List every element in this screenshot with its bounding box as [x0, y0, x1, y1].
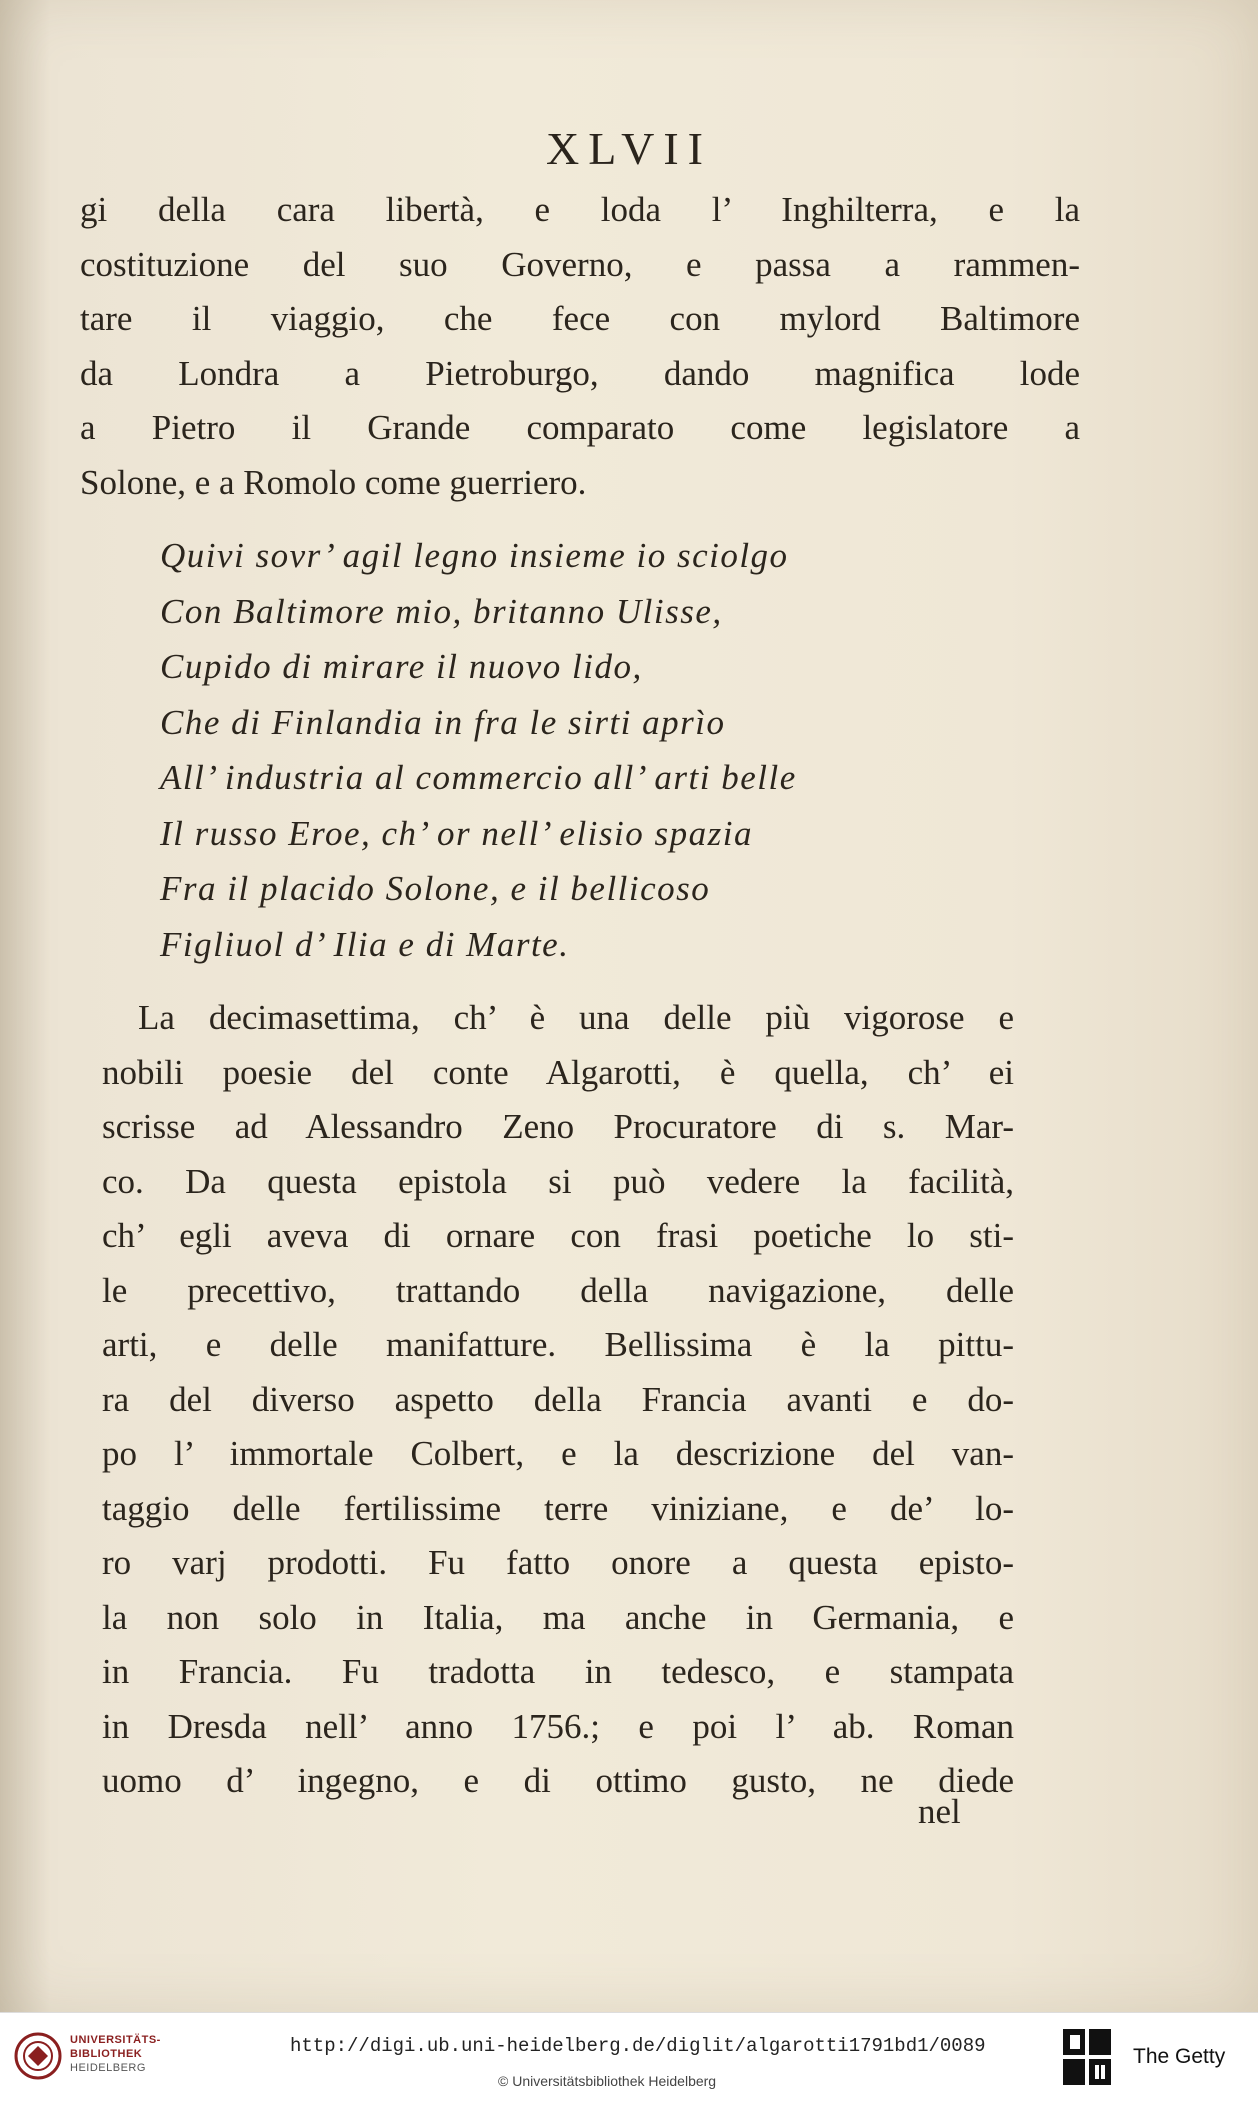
verse-quotation — [160, 528, 1060, 972]
verse-line: Il russo Eroe, ch’ or nell’ elisio spazia — [160, 813, 753, 853]
text-line: po l’ immortale Colbert, e la descrizione del van- — [102, 1434, 1014, 1473]
paragraph-1 — [80, 183, 1080, 510]
text-line: ra del diverso aspetto della Francia avanti e do- — [102, 1379, 1014, 1419]
text-line: tare il viaggio, che fece con mylord Baltimore — [80, 299, 1080, 338]
text-line: in Dresda nell’ anno 1756.; e poi l’ ab. Roman — [102, 1706, 1014, 1746]
viewer-footer — [0, 2012, 1258, 2104]
text-line: arti, e delle manifatture. Bellissima è la pittu- — [102, 1325, 1014, 1364]
text-line: le precettivo, trattando della navigazione, delle — [102, 1270, 1014, 1310]
text-line: uomo d’ ingegno, e di ottimo gusto, ne diede — [102, 1761, 1014, 1800]
catchword: nel — [918, 1792, 961, 1831]
text-line: a Pietro il Grande comparato come legislatore a — [80, 408, 1080, 447]
institution-line: BIBLIOTHEK — [70, 2048, 143, 2060]
verse-line: Quivi sovr’ agil legno insieme io sciolgo — [160, 536, 789, 575]
getty-logo-icon — [1061, 2027, 1113, 2089]
text-line: La decimasettima, ch’ è una delle più vigorose e — [138, 998, 1014, 1037]
text-line: gi della cara libertà, e loda l’ Inghilterra, e la — [80, 190, 1080, 229]
verse-line: Che di Finlandia in fra le sirti aprìo — [160, 702, 726, 742]
institution-line: UNIVERSITÄTS- — [70, 2034, 161, 2046]
institution-name — [70, 2033, 161, 2075]
permalink-url[interactable]: http://digi.ub.uni-heidelberg.de/diglit/algarotti1791bd1/0089 — [290, 2035, 986, 2057]
text-line: ch’ egli aveva di ornare con frasi poetiche lo sti- — [102, 1216, 1014, 1255]
text-line: la non solo in Italia, ma anche in Germania, e — [102, 1597, 1014, 1637]
university-seal-icon — [14, 2031, 62, 2081]
verse-line: Fra il placido Solone, e il bellicoso — [160, 869, 711, 908]
text-line: Solone, e a Romolo come guerriero. — [80, 462, 587, 502]
text-line: da Londra a Pietroburgo, dando magnifica lode — [80, 353, 1080, 393]
verse-line: All’ industria al commercio all’ arti belle — [160, 758, 797, 797]
partner-name: The Getty — [1133, 2045, 1226, 2068]
verse-line: Cupido di mirare il nuovo lido, — [160, 647, 643, 686]
copyright-notice: © Universitätsbibliothek Heidelberg — [498, 2073, 717, 2089]
verse-line: Con Baltimore mio, britanno Ulisse, — [160, 591, 723, 631]
text-line: scrisse ad Alessandro Zeno Procuratore di s. Mar- — [102, 1107, 1014, 1146]
verse-line: Figliuol d’ Ilia e di Marte. — [160, 924, 570, 964]
text-line: ro varj prodotti. Fu fatto onore a questa episto- — [102, 1543, 1014, 1582]
text-line: nobili poesie del conte Algarotti, è quella, ch’ ei — [102, 1052, 1014, 1092]
text-line: taggio delle fertilissime terre viniziane, e de’ lo- — [102, 1488, 1014, 1528]
institution-line: HEIDELBERG — [70, 2062, 146, 2074]
text-line: co. Da questa epistola si può vedere la facilità, — [102, 1161, 1014, 1201]
text-line: costituzione del suo Governo, e passa a rammen- — [80, 244, 1080, 284]
paragraph-2 — [102, 991, 1014, 1809]
page-header-numeral: XLVII — [546, 123, 712, 174]
text-line: in Francia. Fu tradotta in tedesco, e stampata — [102, 1652, 1014, 1691]
